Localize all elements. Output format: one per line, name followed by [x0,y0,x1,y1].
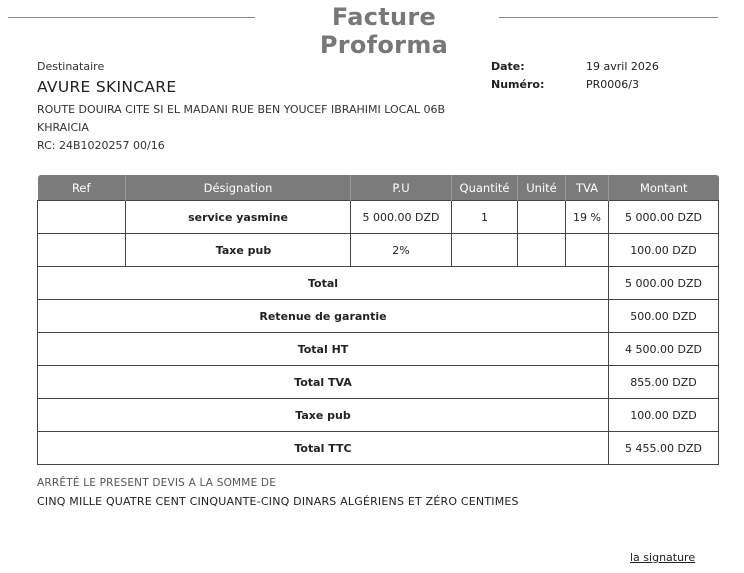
recipient-address-line1: ROUTE DOUIRA CITE SI EL MADANI RUE BEN YOUCEF IBRAHIMI LOCAL 06B [37,103,446,116]
cell-ref [38,201,126,234]
header-unit: Unité [518,175,566,201]
number-label: Numéro: [491,78,545,91]
total-tva-label: Total TVA [38,366,609,399]
retenue-label: Retenue de garantie [38,300,609,333]
header-designation: Désignation [126,175,351,201]
total-ht-row [38,333,719,366]
number-value: PR0006/3 [586,78,639,91]
header-divider-right [499,17,718,18]
recipient-address [37,101,497,137]
recipient-name: AVURE SKINCARE [37,78,177,96]
taxe-pub-value: 100.00 DZD [609,399,719,432]
header-unit-price: P.U [351,175,452,201]
cell-tva [566,234,609,267]
table-header-row [38,175,719,201]
date-value: 19 avril 2026 [586,60,659,73]
total-tva-value: 855.00 DZD [609,366,719,399]
taxe-pub-row [38,399,719,432]
header-tva: TVA [566,175,609,201]
retenue-value: 500.00 DZD [609,300,719,333]
invoice-meta [491,60,721,96]
amount-words-value: CINQ MILLE QUATRE CENT CINQUANTE-CINQ DINARS ALGÉRIENS ET ZÉRO CENTIMES [37,495,519,508]
total-ht-value: 4 500.00 DZD [609,333,719,366]
total-ttc-label: Total TTC [38,432,609,465]
cell-amount: 5 000.00 DZD [609,201,719,234]
table-row [38,201,719,234]
date-label: Date: [491,60,525,73]
total-row [38,267,719,300]
header-divider-left [8,17,255,18]
retenue-row [38,300,719,333]
number-row [491,78,721,96]
recipient-rc: RC: 24B1020257 00/16 [37,139,165,152]
amount-words-label: ARRÊTÉ LE PRESENT DEVIS A LA SOMME DE [37,477,277,489]
taxe-pub-label: Taxe pub [38,399,609,432]
cell-unit-price: 2% [351,234,452,267]
recipient-block [37,60,497,155]
cell-ref [38,234,126,267]
cell-tva: 19 % [566,201,609,234]
signature-label: la signature [630,551,696,564]
header-amount: Montant [609,175,719,201]
document-header [8,3,718,59]
header-ref: Ref [38,175,126,201]
cell-designation: Taxe pub [126,234,351,267]
cell-quantity [452,234,518,267]
cell-amount: 100.00 DZD [609,234,719,267]
cell-quantity: 1 [452,201,518,234]
total-value: 5 000.00 DZD [609,267,719,300]
cell-unit-price: 5 000.00 DZD [351,201,452,234]
total-label: Total [38,267,609,300]
header-quantity: Quantité [452,175,518,201]
total-ttc-row [38,432,719,465]
total-tva-row [38,366,719,399]
table-row [38,234,719,267]
date-row [491,60,721,78]
total-ttc-value: 5 455.00 DZD [609,432,719,465]
amount-in-words [37,477,717,508]
document-title: Facture Proforma [319,3,449,59]
recipient-address-line2: KHRAICIA [37,121,89,134]
recipient-label: Destinataire [37,60,105,73]
cell-designation: service yasmine [126,201,351,234]
cell-unit [518,201,566,234]
total-ht-label: Total HT [38,333,609,366]
cell-unit [518,234,566,267]
invoice-table [37,175,719,465]
